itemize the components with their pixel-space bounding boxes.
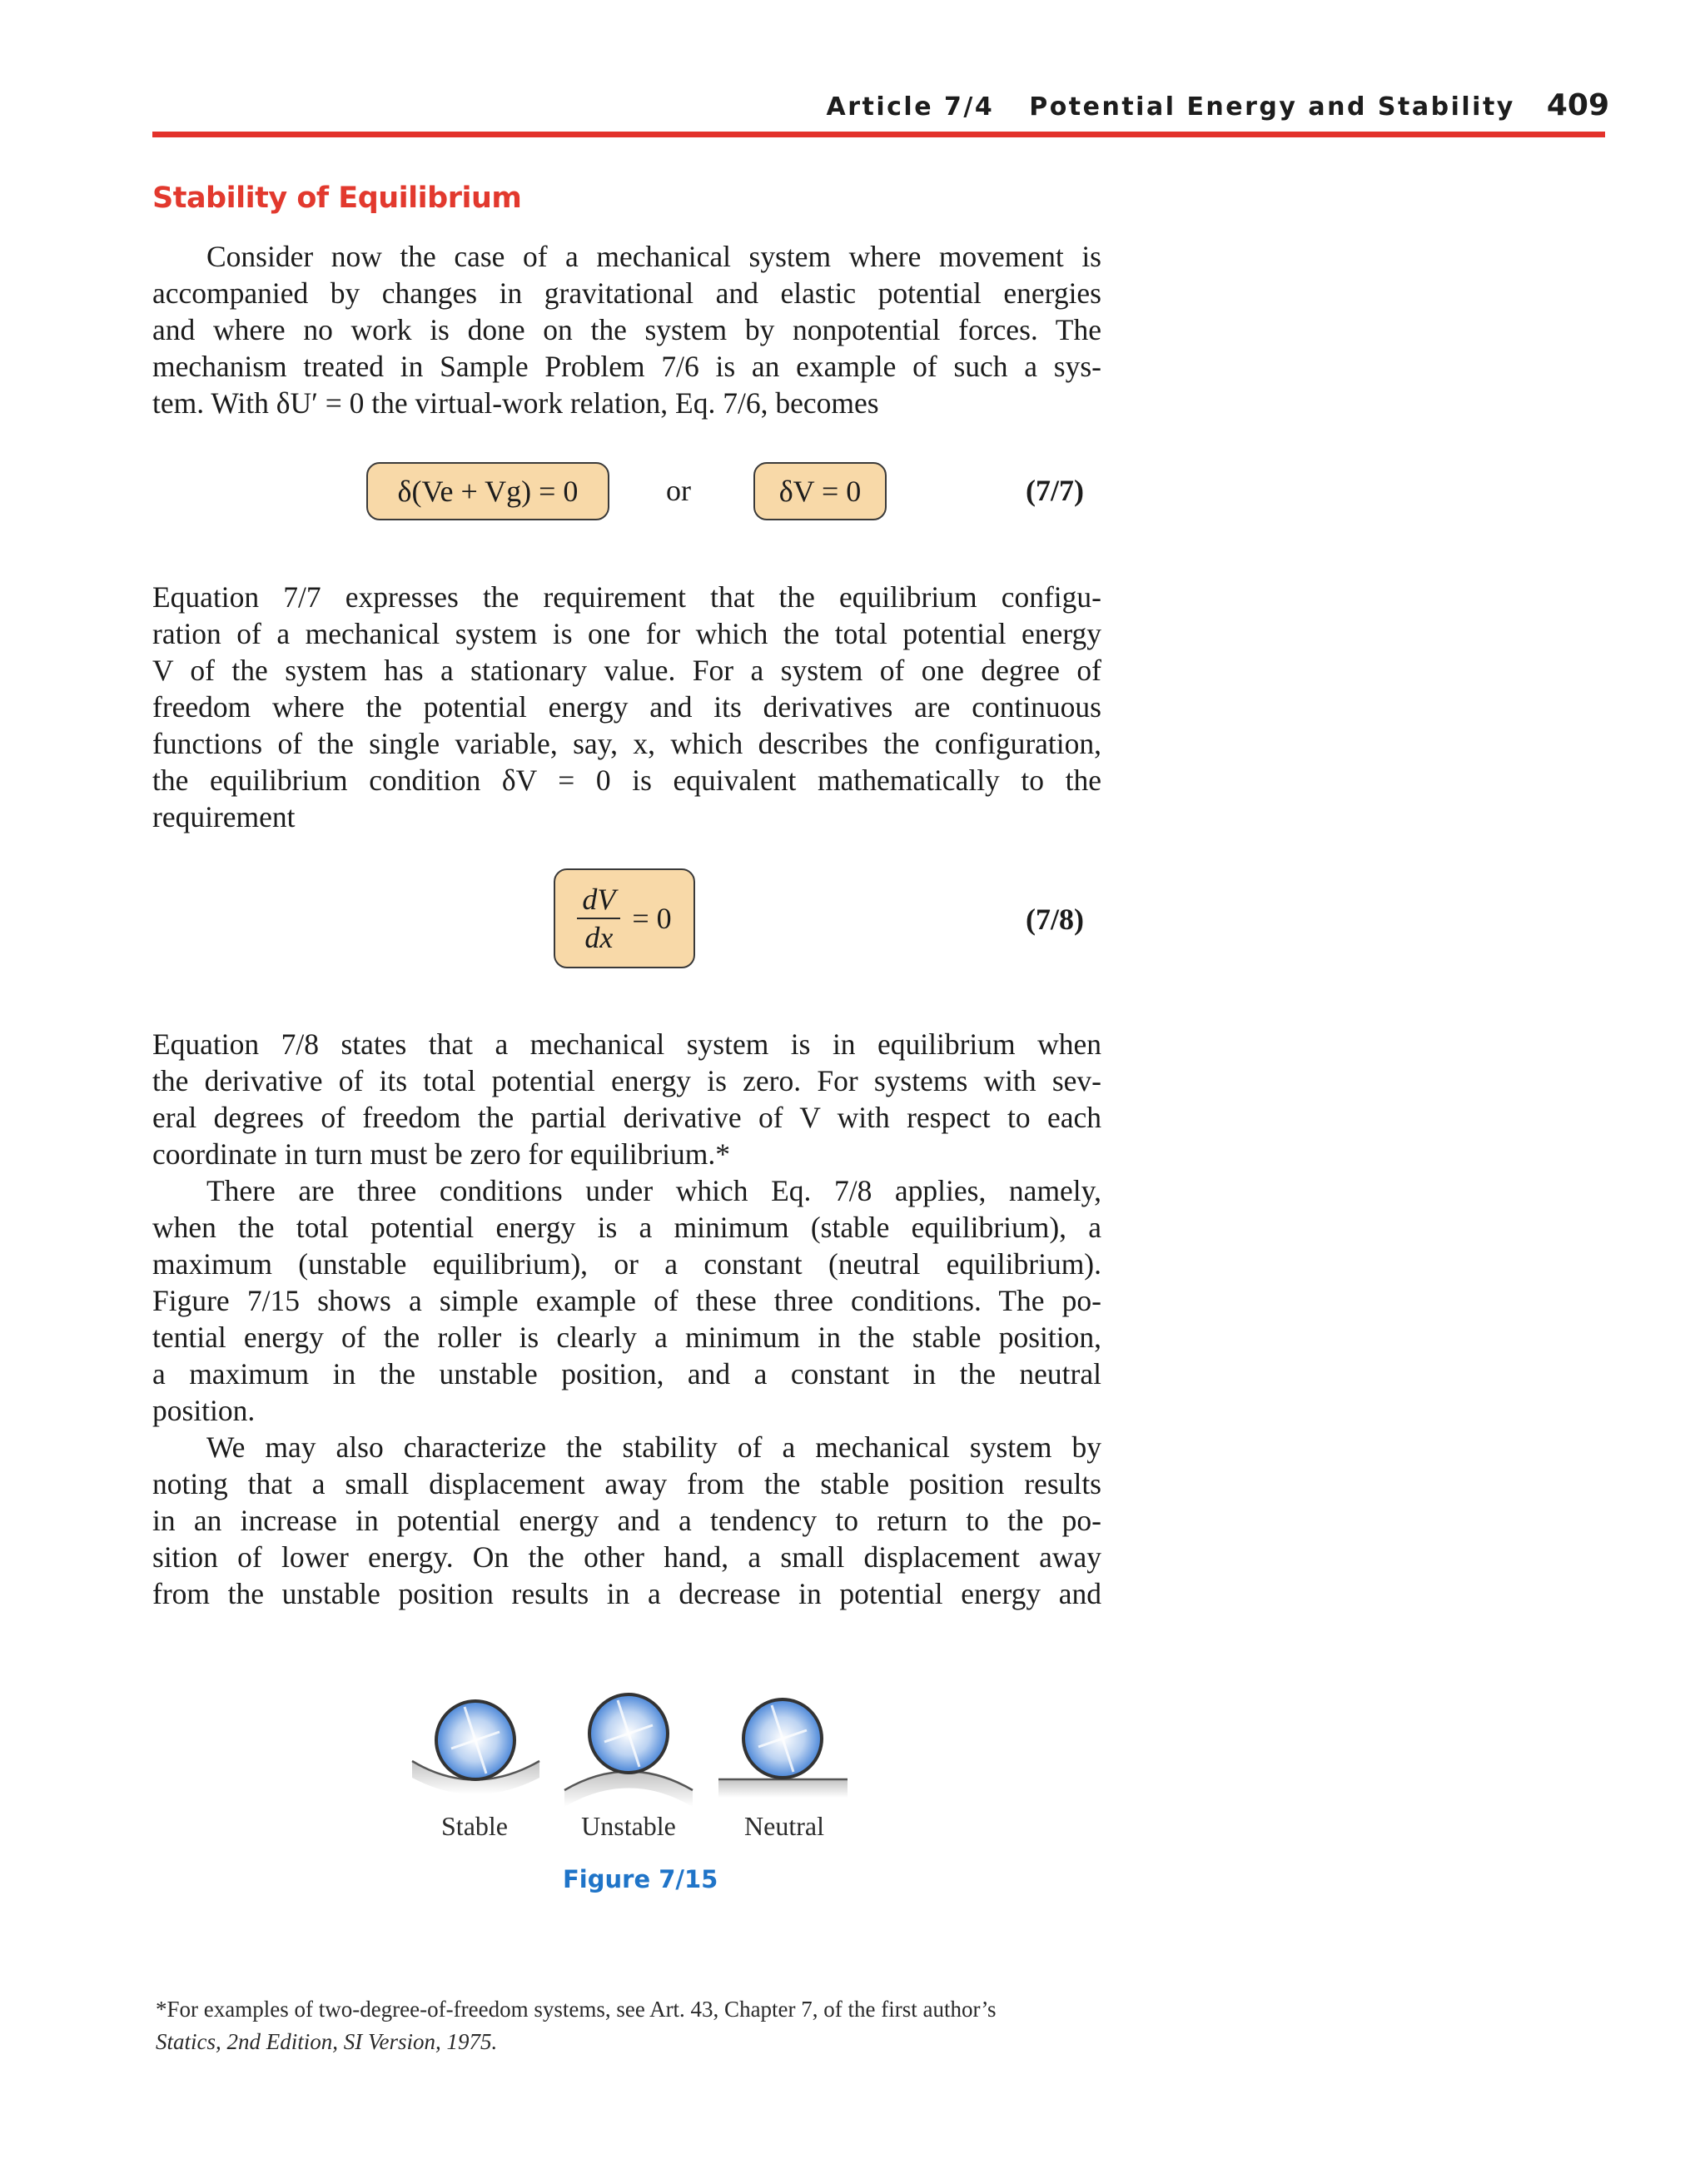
paragraph-line: a maximum in the unstable position, and a constant in the neutral — [152, 1357, 1101, 1390]
paragraph-line: and where no work is done on the system by nonpotential forces. The — [152, 313, 1101, 346]
paragraph-1 — [152, 238, 1101, 421]
paragraph-line: when the total potential energy is a minimum (stable equilibrium), a — [152, 1211, 1101, 1244]
paragraph-line: sition of lower energy. On the other hand, a small displacement away — [152, 1540, 1101, 1574]
paragraph-line: coordinate in turn must be zero for equilibrium.* — [152, 1137, 731, 1171]
paragraph-line: Equation 7/8 states that a mechanical system is in equilibrium when — [152, 1027, 1101, 1061]
fraction-numerator: dV — [577, 883, 620, 919]
neutral-roller — [718, 1699, 848, 1798]
figure-caption: Figure 7/15 — [563, 1865, 718, 1893]
figure-label-unstable: Unstable — [581, 1811, 676, 1841]
paragraph-line: functions of the single variable, say, x, which describes the configuration, — [152, 727, 1101, 760]
paragraph-line: in an increase in potential energy and a tendency to return to the po- — [152, 1504, 1101, 1537]
equation-or: or — [666, 474, 691, 507]
paragraph-line: accompanied by changes in gravitational and elastic potential energies — [152, 276, 1101, 310]
equation-text: δV = 0 — [778, 475, 862, 508]
unstable-roller — [564, 1694, 693, 1807]
paragraph-line: Equation 7/7 expresses the requirement that the equilibrium configu- — [152, 580, 1101, 614]
equation-text: δ(Ve + Vg) = 0 — [397, 475, 579, 508]
equation-number-7-8: (7/8) — [1026, 903, 1084, 936]
paragraph-line: from the unstable position results in a decrease in potential energy and — [152, 1577, 1101, 1610]
paragraph-line: position. — [152, 1394, 256, 1427]
fraction-denominator: dx — [584, 921, 614, 954]
figure-7-15-illustration — [400, 1674, 866, 1815]
stable-roller — [412, 1701, 539, 1794]
equation-7-8 — [554, 868, 695, 968]
footnote — [156, 1993, 1105, 2058]
paragraph-line: mechanism treated in Sample Problem 7/6 is an example of such a sys- — [152, 350, 1101, 383]
paragraph-line: requirement — [152, 800, 296, 833]
equation-rhs: = 0 — [632, 902, 672, 935]
footnote-line: Statics, 2nd Edition, SI Version, 1975. — [156, 2029, 498, 2054]
paragraph-line: tential energy of the roller is clearly a minimum in the stable position, — [152, 1321, 1101, 1354]
equation-7-7-left — [366, 462, 609, 520]
paragraph-line: Consider now the case of a mechanical system where movement is — [206, 240, 1101, 273]
paragraph-line: freedom where the potential energy and its derivatives are continuous — [152, 690, 1101, 724]
footnote-line: *For examples of two-degree-of-freedom systems, see Art. 43, Chapter 7, of the first author’s — [156, 1997, 997, 2022]
paragraph-line: maximum (unstable equilibrium), or a constant (neutral equilibrium). — [152, 1247, 1101, 1281]
paragraph-line: tem. With δU′ = 0 the virtual-work relation, Eq. 7/6, becomes — [152, 386, 879, 420]
derivative-fraction — [577, 883, 620, 954]
header-article: Article 7/4 — [826, 92, 995, 122]
paragraph-line: We may also characterize the stability of a mechanical system by — [206, 1430, 1101, 1464]
paragraph-line: the equilibrium condition δV = 0 is equivalent mathematically to the — [152, 764, 1101, 797]
paragraph-line: V of the system has a stationary value. For a system of one degree of — [152, 654, 1101, 687]
equation-7-7-right — [753, 462, 887, 520]
paragraph-line: noting that a small displacement away from the stable position results — [152, 1467, 1101, 1500]
page-number: 409 — [1546, 88, 1609, 122]
paragraph-3 — [152, 1026, 1101, 1612]
paragraph-line: the derivative of its total potential energy is zero. For systems with sev- — [152, 1064, 1101, 1097]
paragraph-line: Figure 7/15 shows a simple example of these three conditions. The po- — [152, 1284, 1101, 1317]
figure-label-neutral: Neutral — [744, 1811, 824, 1841]
paragraph-2 — [152, 579, 1101, 835]
equation-number-7-7: (7/7) — [1026, 474, 1084, 507]
running-header — [827, 88, 1610, 122]
paragraph-line: There are three conditions under which Eq. 7/8 applies, namely, — [206, 1174, 1101, 1207]
paragraph-line: eral degrees of freedom the partial derivative of V with respect to each — [152, 1101, 1101, 1134]
paragraph-line: ration of a mechanical system is one for which the total potential energy — [152, 617, 1101, 650]
figure-label-stable: Stable — [441, 1811, 508, 1841]
header-title: Potential Energy and Stability — [1029, 92, 1515, 122]
section-title: Stability of Equilibrium — [152, 182, 522, 215]
header-rule — [152, 132, 1605, 137]
